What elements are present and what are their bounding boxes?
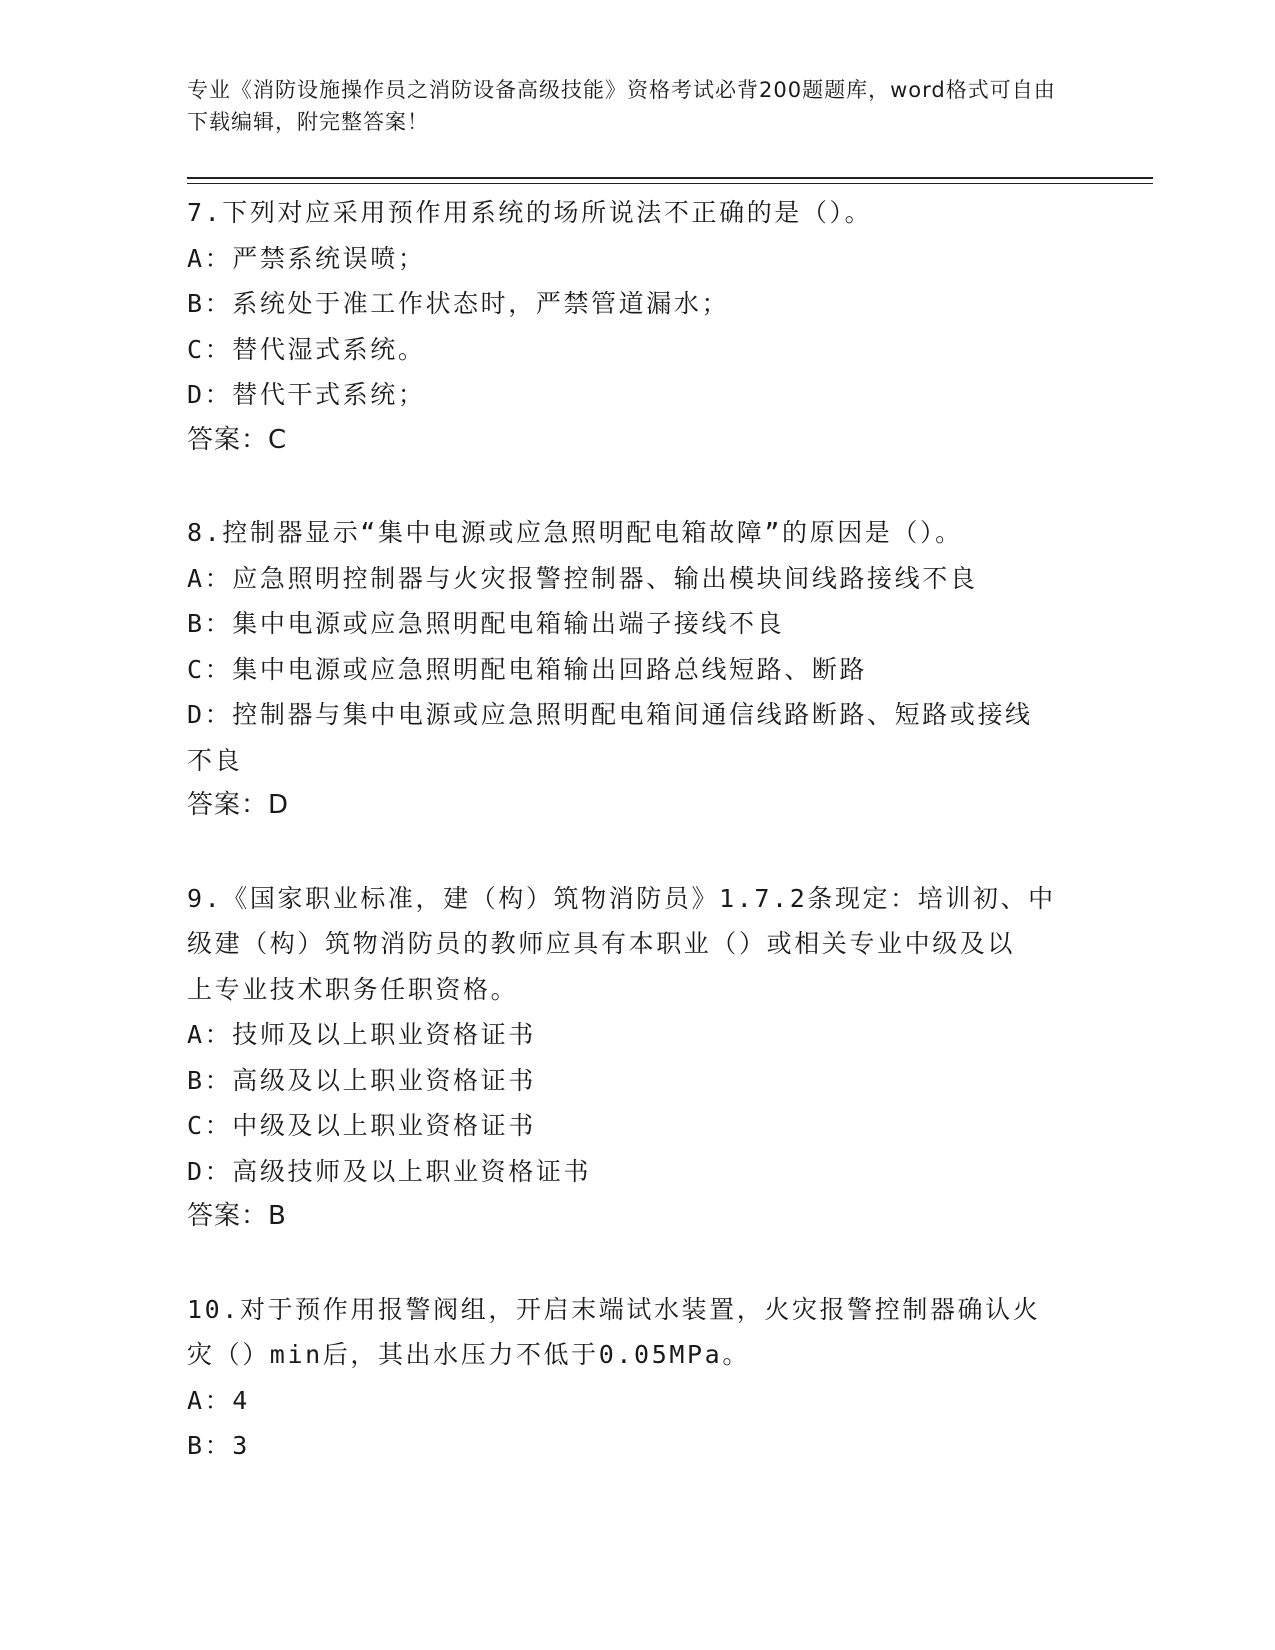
header-divider-thick bbox=[187, 177, 1153, 179]
option-c: C：替代湿式系统。 bbox=[187, 334, 426, 364]
option-c: C：集中电源或应急照明配电箱输出回路总线短路、断路 bbox=[187, 654, 868, 684]
option-a: A：应急照明控制器与火灾报警控制器、输出模块间线路接线不良 bbox=[187, 563, 978, 593]
header-divider-thin bbox=[187, 183, 1153, 184]
question-stem: 9.《国家职业标准，建（构）筑物消防员》1.7.2条现定：培训初、中 bbox=[187, 883, 1056, 913]
question-7 bbox=[187, 190, 1087, 463]
option-b: B：3 bbox=[187, 1431, 250, 1460]
question-stem-continued: 灾（）min后，其出水压力不低于0.05MPa。 bbox=[187, 1340, 750, 1369]
option-c: C：中级及以上职业资格证书 bbox=[187, 1111, 536, 1140]
answer-line: 答案：B bbox=[187, 1201, 287, 1231]
option-a: A：严禁系统误喷； bbox=[187, 243, 426, 273]
question-stem-continued: 上专业技术职务任职资格。 bbox=[187, 974, 519, 1004]
answer-line: 答案：C bbox=[187, 424, 288, 455]
option-a: A：4 bbox=[187, 1385, 250, 1415]
answer-line: 答案：D bbox=[187, 790, 290, 820]
option-b: B：系统处于准工作状态时，严禁管道漏水； bbox=[187, 289, 730, 318]
option-d: D：高级技师及以上职业资格证书 bbox=[187, 1156, 592, 1186]
question-9 bbox=[187, 876, 1087, 1240]
document-header: 专业《消防设施操作员之消防设备高级技能》资格考试必背200题题库，word格式可自由下载编辑，附完整答案！ bbox=[187, 78, 1056, 134]
option-a: A：技师及以上职业资格证书 bbox=[187, 1020, 536, 1049]
option-d-continued: 不良 bbox=[187, 745, 243, 775]
question-list bbox=[187, 190, 1087, 1516]
option-b: B：集中电源或应急照明配电箱输出端子接线不良 bbox=[187, 609, 785, 638]
option-d: D：替代干式系统； bbox=[187, 380, 426, 409]
option-b: B：高级及以上职业资格证书 bbox=[187, 1065, 536, 1095]
question-stem: 8.控制器显示“集中电源或应急照明配电箱故障”的原因是（）。 bbox=[187, 518, 963, 547]
question-8 bbox=[187, 510, 1087, 829]
question-stem: 10.对于预作用报警阀组，开启末端试水装置，火灾报警控制器确认火 bbox=[187, 1294, 1041, 1324]
question-stem: 7.下列对应采用预作用系统的场所说法不正确的是（）。 bbox=[187, 198, 873, 227]
question-stem-continued: 级建（构）筑物消防员的教师应具有本职业（）或相关专业中级及以 bbox=[187, 929, 1016, 958]
question-10 bbox=[187, 1287, 1087, 1469]
option-d: D：控制器与集中电源或应急照明配电箱间通信线路断路、短路或接线 bbox=[187, 700, 1033, 729]
